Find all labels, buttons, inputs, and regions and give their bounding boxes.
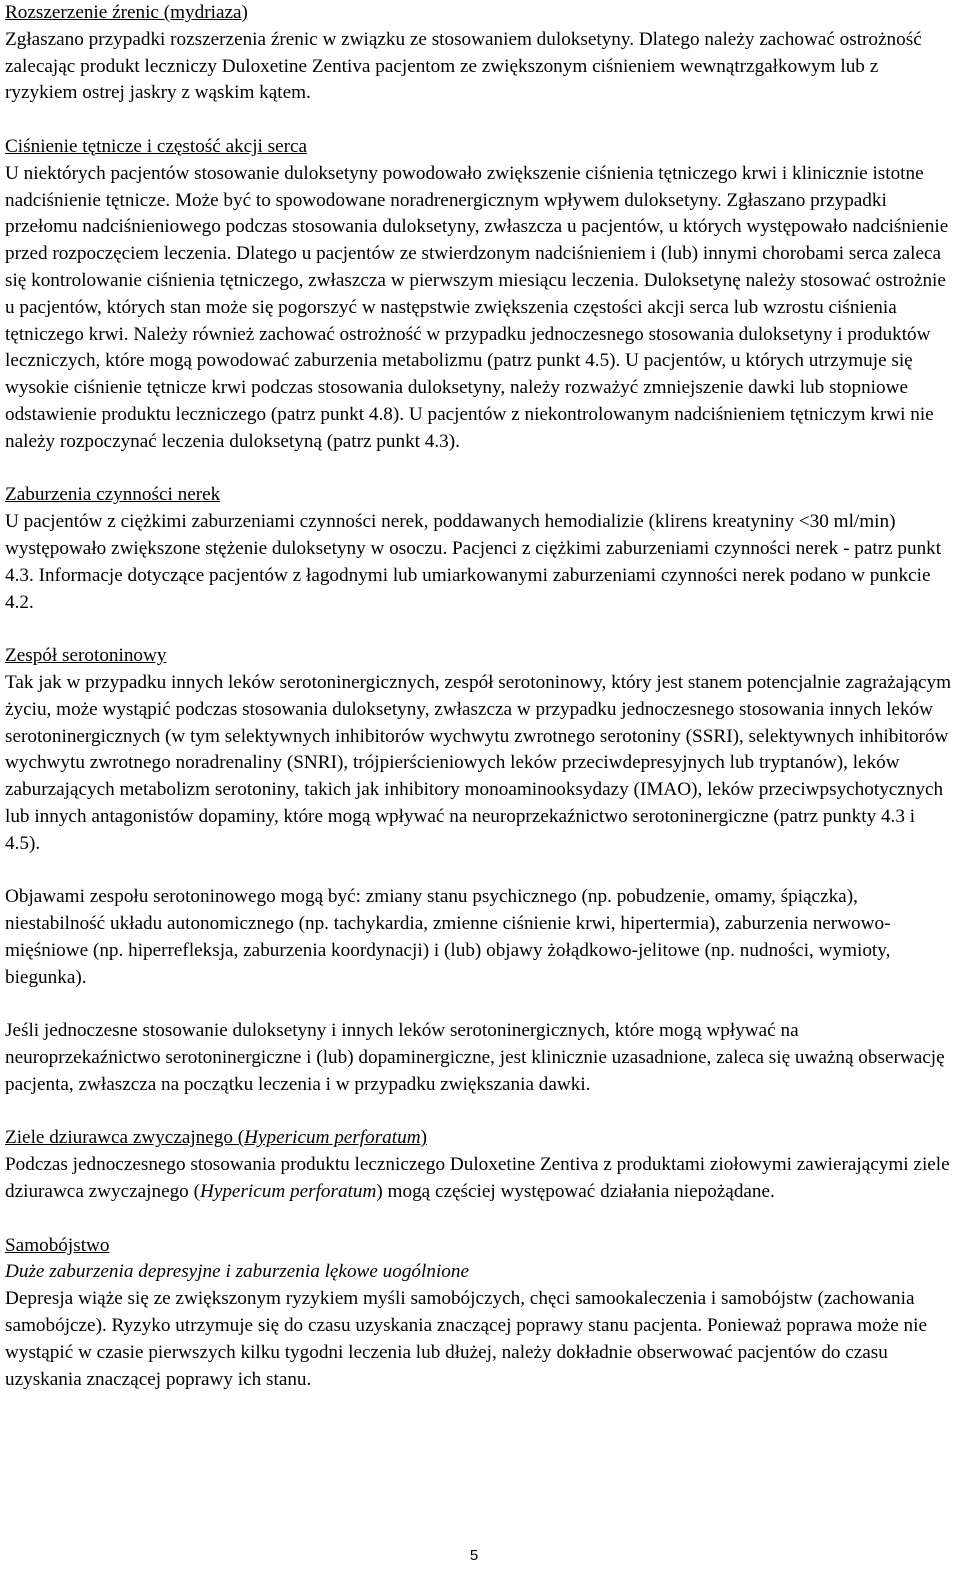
section-paragraph: U pacjentów z ciężkimi zaburzeniami czynności nerek, poddawanych hemodializie (klirens kreatyniny <30 ml/min) występowało zwiększone stężenie duloksetyny w osoczu. Pacjenci z ciężkimi zaburzeniami czynności nerek - patrz punkt 4.3. Informacje dotyczące pacjentów z łagodnymi lub umiarkowanymi zaburzeniami czynności nerek podano w punkcie 4.2. xyxy=(5,511,942,613)
section-heading: Zaburzenia czynności nerek xyxy=(5,484,221,506)
section-suicide xyxy=(5,1233,953,1394)
section-heading: Samobójstwo xyxy=(5,1234,110,1256)
section-paragraph xyxy=(5,1152,953,1206)
paragraph-text: ) mogą częściej występować działania niepożądane. xyxy=(376,1181,775,1203)
section-heading xyxy=(5,1125,953,1152)
section-heading: Ciśnienie tętnicze i częstość akcji serca xyxy=(5,135,308,157)
heading-text: ) xyxy=(420,1127,427,1149)
section-mydriasis xyxy=(5,0,953,107)
section-heading: Rozszerzenie źrenic (mydriaza) xyxy=(5,2,248,23)
document-page xyxy=(5,0,953,1420)
section-paragraph: Objawami zespołu serotoninowego mogą być: zmiany stanu psychicznego (np. pobudzenie, omamy, śpiączka), niestabilność układu autonomicznego (np. tachykardia, zmienne ciśnienie krwi, hipertermia), zaburzenia nerwowo-mięśniowe (np. hiperrefleksja, zaburzenia koordynacji) i (lub) objawy żołądkowo-jelitowe (np. nudności, wymioty, biegunka). xyxy=(5,886,891,988)
page-number: 5 xyxy=(469,1547,479,1564)
section-st-johns-wort xyxy=(5,1125,953,1205)
section-heading: Zespół serotoninowy xyxy=(5,645,167,667)
section-renal xyxy=(5,482,953,616)
section-paragraph: Depresja wiąże się ze zwiększonym ryzykiem myśli samobójczych, chęci samookaleczenia i samobójstw (zachowania samobójcze). Ryzyko utrzymuje się do czasu uzyskania znaczącej poprawy stanu pacjenta. Ponieważ poprawa może nie wystąpić w czasie pierwszych kilku tygodni leczenia lub dłużej, należy dokładnie obserwować pacjentów do czasu uzyskania znaczącej poprawy ich stanu. xyxy=(5,1288,927,1390)
section-paragraph: Jeśli jednoczesne stosowanie duloksetyny i innych leków serotoninergicznych, które mogą wpływać na neuroprzekaźnictwo serotoninergiczne i (lub) dopaminergiczne, jest klinicznie uzasadnione, zaleca się uważną obserwację pacjenta, zwłaszcza na początku leczenia i w przypadku zwiększania dawki. xyxy=(5,1020,945,1095)
paragraph-text: Podczas jednoczesnego stosowania produktu leczniczego Duloxetine Zentiva z produktami ziołowymi zawierającymi ziele dziurawca zwyczajnego ( xyxy=(5,1154,950,1203)
section-blood-pressure xyxy=(5,134,953,456)
paragraph-latin-name: Hypericum perforatum xyxy=(199,1181,377,1203)
section-serotonin-symptoms xyxy=(5,884,953,991)
section-paragraph: Tak jak w przypadku innych leków serotoninergicznych, zespół serotoninowy, który jest stanem potencjalnie zagrażającym życiu, może wystąpić podczas stosowania duloksetyny, zwłaszcza w przypadku jednoczesnego stosowania innych leków serotoninergicznych (w tym selektywnych inhibitorów wychwytu zwrotnego serotoniny (SSRI), selektywnych inhibitorów wychwytu zwrotnego noradrenaliny (SNRI), trójpierścieniowych leków przeciwdepresyjnych lub tryptanów), leków zaburzających metabolizm serotoniny, takich jak inhibitory monoaminooksydazy (IMAO), leków przeciwpsychotycznych lub innych antagonistów dopaminy, które mogą wpływać na neuroprzekaźnictwo serotoninergiczne (patrz punkty 4.3 i 4.5). xyxy=(5,671,951,854)
section-paragraph: U niektórych pacjentów stosowanie duloksetyny powodowało zwiększenie ciśnienia tętniczego krwi i klinicznie istotne nadciśnienie tętnicze. Może być to spowodowane noradrenergicznym wpływem duloksetyny. Zgłaszano przypadki przełomu nadciśnieniowego podczas stosowania duloksetyny, zwłaszcza u pacjentów, u których występowało nadciśnienie przed rozpoczęciem leczenia. Dlatego u pacjentów ze stwierdzonym nadciśnieniem i (lub) innymi chorobami serca zaleca się kontrolowanie ciśnienia tętniczego, zwłaszcza w pierwszym miesiącu leczenia. Duloksetynę należy stosować ostrożnie u pacjentów, których stan może się pogorszyć w następstwie zwiększenia częstości akcji serca lub wzrostu ciśnienia tętniczego krwi. Należy również zachować ostrożność w przypadku jednoczesnego stosowania duloksetyny i produktów leczniczych, które mogą powodować zaburzenia metabolizmu (patrz punkt 4.5). U pacjentów, u których utrzymuje się wysokie ciśnienie tętnicze krwi podczas stosowania duloksetyny, należy rozważyć zmniejszenie dawki lub stopniowe odstawienie produktu leczniczego (patrz punkt 4.8). U pacjentów z niekontrolowanym nadciśnieniem tętniczym krwi nie należy rozpoczynać leczenia duloksetyną (patrz punkt 4.3). xyxy=(5,162,949,452)
section-serotonin-syndrome xyxy=(5,643,953,857)
section-serotonin-monitoring xyxy=(5,1018,953,1098)
heading-text: Ziele dziurawca zwyczajnego ( xyxy=(5,1127,245,1149)
heading-latin-name: Hypericum perforatum xyxy=(244,1127,421,1149)
section-subheading: Duże zaburzenia depresyjne i zaburzenia lękowe uogólnione xyxy=(5,1261,469,1283)
section-paragraph: Zgłaszano przypadki rozszerzenia źrenic w związku ze stosowaniem duloksetyny. Dlatego należy zachować ostrożność zalecając produkt leczniczy Duloxetine Zentiva pacjentom ze zwiększonym ciśnieniem wewnątrzgałkowym lub z ryzykiem ostrej jaskry z wąskim kątem. xyxy=(5,28,922,104)
